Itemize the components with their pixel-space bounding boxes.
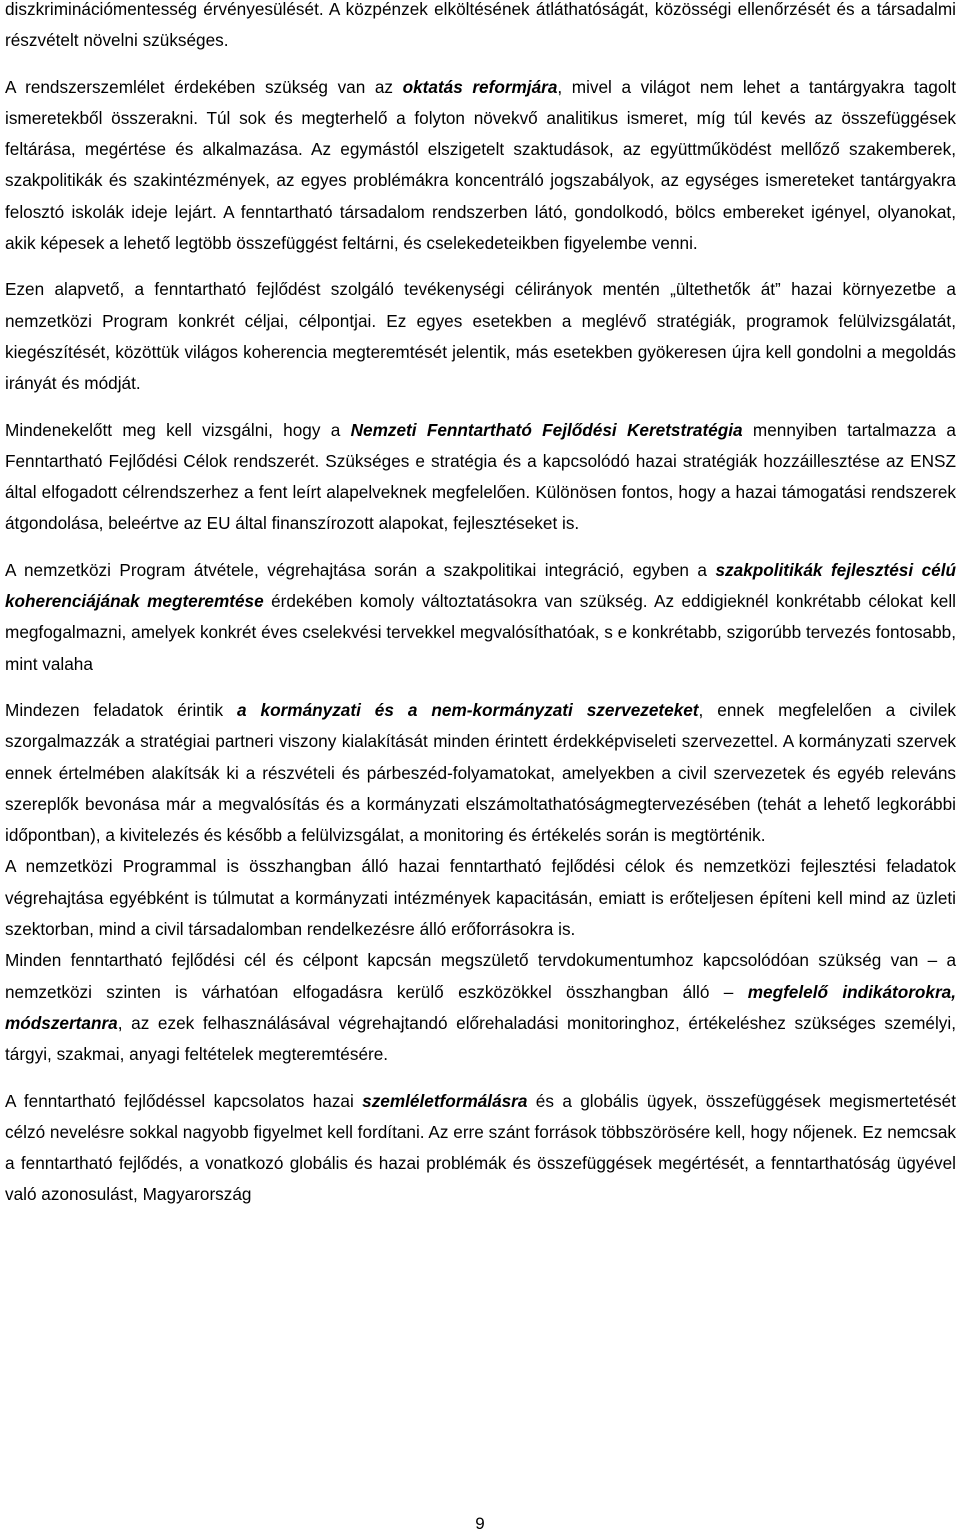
emphasized-phrase: Nemzeti Fenntartható Fejlődési Keretstratégia <box>350 419 743 440</box>
emphasized-phrase: oktatás reformjára <box>402 76 558 97</box>
paragraph-text: , az ezek felhasználásával végrehajtandó előrehaladási monitoringhoz, értékeléshez szükséges személyi, tárgyi, szakmai, anyagi feltételek megteremtésére. <box>5 1012 956 1065</box>
paragraph <box>5 851 956 945</box>
paragraph-text: mennyiben tartalmazza a Fenntartható Fejlődési Célok rendszerét. Szükséges e stratégia és a kapcsolódó hazai stratégiák hozzáillesztése az ENSZ által elfogadott célrendszerhez a fent leírt alapelveknek megfelelően. Különösen fontos, hogy a hazai támogatási rendszerek átgondolása, beleértve az EU által finanszírozott alapokat, fejlesztéseket is. <box>5 419 956 534</box>
emphasized-phrase: a kormányzati és a nem-kormányzati szervezeteket <box>237 699 699 720</box>
paragraph <box>5 945 956 1070</box>
paragraph-text: , mivel a világot nem lehet a tantárgyakra tagolt ismeretekből összerakni. Túl sok és megterhelő a folyton növekvő analitikus ismeret, míg túl kevés az összefüggések feltárása, megértése és alkalmazása. Az egymástól elszigetelt szaktudások, az együttműködést mellőző szakemberek, szakpolitikák és szakintézmények, az egyes problémákra koncentráló jogszabályok, az egységes ismereteket tantárgyakra felosztó iskolák ideje lejárt. A fenntartható társadalom rendszerben látó, gondolkodó, bölcs embereket igényel, olyanokat, akik képesek a lehető legtöbb összefüggést feltárni, és cselekedeteikben figyelembe venni. <box>5 76 957 254</box>
paragraph-text: A nemzetközi Program átvétele, végrehajtása során a szakpolitikai integráció, egyben a <box>5 559 716 580</box>
paragraph <box>5 274 956 399</box>
paragraph <box>5 695 956 851</box>
document-body <box>5 0 956 1211</box>
emphasized-phrase: szemléletformálásra <box>362 1090 528 1111</box>
page-number: 9 <box>475 1514 485 1533</box>
emphasized-phrase: megfelelő indikátorokra, módszertanra <box>5 981 956 1033</box>
paragraph <box>5 0 956 57</box>
paragraph-text: A rendszerszemlélet érdekében szükség van az <box>5 76 403 97</box>
paragraph <box>5 1086 956 1211</box>
paragraph-text: Mindezen feladatok érintik <box>5 699 238 720</box>
emphasized-phrase: szakpolitikák fejlesztési célú koherenciájának megteremtése <box>5 559 956 612</box>
paragraph-text: érdekében komoly változtatásokra van szükség. Az eddigieknél konkrétabb célokat kell megfogalmazni, amelyek konkrét éves cselekvési tervekkel megvalósíthatóak, s e konkrétabb, szigorúbb tervezés fontosabb, mint valaha <box>5 591 956 674</box>
paragraph-text: és a globális ügyek, összefüggések megismertetését célzó nevelésre sokkal nagyobb figyelmet kell fordítani. Az erre szánt források többszörösére kell, hogy nőjenek. Ez nemcsak a fenntartható fejlődés, a vonatkozó globális és hazai problémák és összefüggések megértését, a fenntarthatóság ügyével való azonosulást, Magyarország <box>5 1090 956 1205</box>
paragraph-text: A nemzetközi Programmal is összhangban álló hazai fenntartható fejlődési célok és nemzetközi fejlesztési feladatok végrehajtása egyébként is túlmutat a kormányzati intézmények kapacitásán, emiatt is erőteljesen építeni kell mind az üzleti szektorban, mind a civil társadalomban rendelkezésre álló erőforrásokra is. <box>5 856 956 940</box>
paragraph-text: Ezen alapvető, a fenntartható fejlődést szolgáló tevékenységi célirányok mentén „ültethetők át” hazai környezetbe a nemzetközi Program konkrét céljai, célpontjai. Ez egyes esetekben a meglévő stratégiák, programok felülvizsgálatát, kiegészítését, közöttük világos koherencia megteremtését jelentik, más esetekben gyökeresen újra kell gondolni a megoldás irányát és módját. <box>5 279 956 394</box>
paragraph-text: Minden fenntartható fejlődési cél és célpont kapcsán megszülető tervdokumentumhoz kapcsolódóan szükség van – a nemzetközi szinten is várhatóan elfogadásra kerülő eszközökkel összhangban álló – <box>5 950 956 1002</box>
paragraph <box>5 415 956 540</box>
paragraph-text: , ennek megfelelően a civilek szorgalmazzák a stratégiai partneri viszony kialakítását minden érintett érdekképviseleti szervezettel. A kormányzati szervek ennek értelmében alakítsák ki a részvételi és párbeszéd-folyamatokat, amelyekben a civil szervezetek és egyéb releváns szereplők bevonása már a megvalósítás és a kormányzati elszámoltathatóságmegtervezésében (tehát a lehető legkorábbi időpontban), a kivitelezés és később a felülvizsgálat, a monitoring és értékelés során is megtörténik. <box>5 699 956 846</box>
paragraph-text: A fenntartható fejlődéssel kapcsolatos hazai <box>5 1090 363 1111</box>
paragraph <box>5 555 956 680</box>
paragraph-text: diszkriminációmentesség érvényesülését. A közpénzek elköltésének átláthatóságát, közösségi ellenőrzését és a társadalmi részvételt növelni szükséges. <box>5 0 956 51</box>
paragraph-text: Mindenekelőtt meg kell vizsgálni, hogy a <box>5 419 351 440</box>
paragraph <box>5 72 956 260</box>
